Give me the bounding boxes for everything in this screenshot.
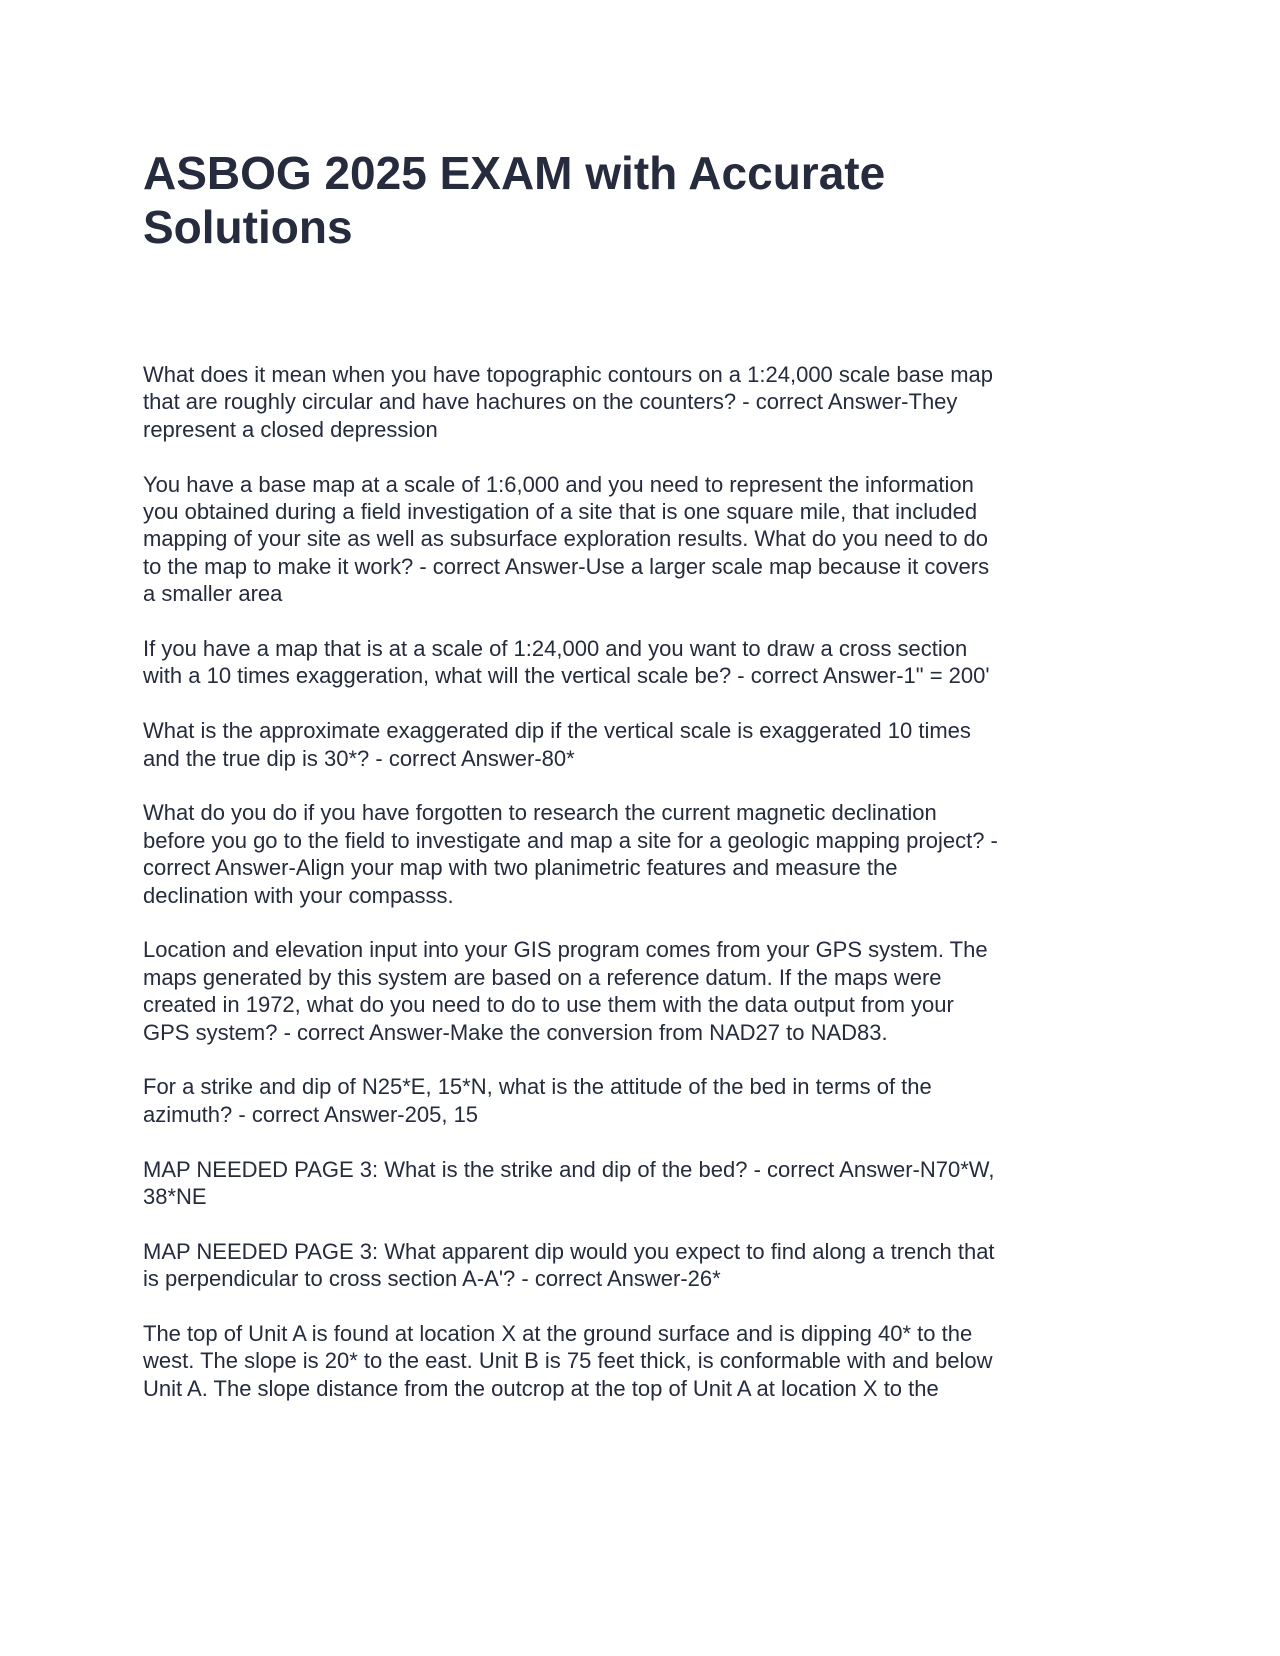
paragraph-line: If you have a map that is at a scale of 1:24,000 and you want to draw a cross section [143, 636, 968, 662]
paragraph-line: mapping of your site as well as subsurface exploration results. What do you need to do [143, 526, 989, 552]
paragraph-line: before you go to the field to investigate and map a site for a geologic mapping project? - [143, 827, 998, 853]
paragraph-line: MAP NEEDED PAGE 3: What is the strike and dip of the bed? - correct Answer-N70*W, [143, 1156, 995, 1182]
paragraph-line: Unit A. The slope distance from the outcrop at the top of Unit A at location X to the [143, 1375, 939, 1401]
paragraph-line: a smaller area [143, 581, 283, 607]
paragraph-line: You have a base map at a scale of 1:6,000 and you need to represent the information [143, 471, 974, 497]
qa-paragraph [143, 799, 1103, 909]
paragraph-line: to the map to make it work? - correct Answer-Use a larger scale map because it covers [143, 553, 990, 579]
qa-paragraph [143, 361, 1103, 443]
paragraph-line: What is the approximate exaggerated dip if the vertical scale is exaggerated 10 times [143, 718, 971, 744]
paragraph-line: What does it mean when you have topographic contours on a 1:24,000 scale base map [143, 362, 993, 387]
paragraph-line: represent a closed depression [143, 416, 438, 442]
paragraph-line: west. The slope is 20* to the east. Unit B is 75 feet thick, is conformable with and below [143, 1348, 993, 1374]
paragraph-line: MAP NEEDED PAGE 3: What apparent dip would you expect to find along a trench that [143, 1238, 995, 1264]
paragraph-line: GPS system? - correct Answer-Make the conversion from NAD27 to NAD83. [143, 1019, 888, 1045]
paragraph-line: that are roughly circular and have hachures on the counters? - correct Answer-They [143, 389, 958, 415]
qa-paragraph [143, 717, 1103, 772]
paragraph-line: 38*NE [143, 1184, 207, 1210]
qa-paragraph [143, 1073, 1103, 1128]
qa-paragraph [143, 635, 1103, 690]
document-title [143, 146, 885, 254]
paragraph-line: azimuth? - correct Answer-205, 15 [143, 1101, 479, 1127]
paragraph-line: declination with your compasss. [143, 882, 454, 908]
paragraph-line: and the true dip is 30*? - correct Answer-80* [143, 745, 575, 771]
qa-paragraph [143, 471, 1103, 608]
qa-paragraph [143, 1238, 1103, 1293]
qa-paragraph [143, 936, 1103, 1046]
paragraph-line: The top of Unit A is found at location X at the ground surface and is dipping 40* to the [143, 1321, 973, 1347]
paragraph-line: is perpendicular to cross section A-A'? - correct Answer-26* [143, 1266, 721, 1292]
document-body [143, 361, 1103, 1430]
title-line: Solutions [143, 201, 353, 253]
paragraph-line: Location and elevation input into your GIS program comes from your GPS system. The [143, 937, 988, 963]
paragraph-line: you obtained during a field investigation of a site that is one square mile, that included [143, 499, 978, 525]
paragraph-line: correct Answer-Align your map with two planimetric features and measure the [143, 855, 898, 881]
paragraph-line: What do you do if you have forgotten to research the current magnetic declination [143, 800, 937, 826]
title-line: ASBOG 2025 EXAM with Accurate [143, 147, 886, 199]
paragraph-line: with a 10 times exaggeration, what will the vertical scale be? - correct Answer-1" = 200' [143, 663, 990, 689]
paragraph-line: maps generated by this system are based on a reference datum. If the maps were [143, 964, 942, 990]
paragraph-line: created in 1972, what do you need to do to use them with the data output from your [143, 992, 954, 1018]
qa-paragraph [143, 1320, 1103, 1402]
qa-paragraph [143, 1156, 1103, 1211]
paragraph-line: For a strike and dip of N25*E, 15*N, what is the attitude of the bed in terms of the [143, 1074, 932, 1100]
